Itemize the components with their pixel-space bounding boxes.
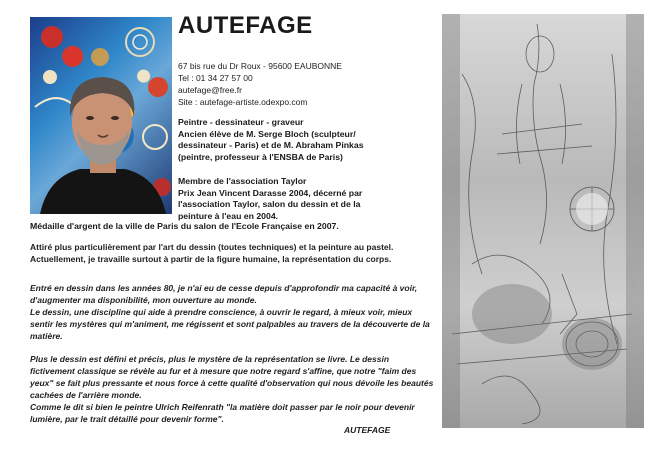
bio-line: Peintre - dessinateur - graveur bbox=[178, 117, 304, 127]
intro-text: Attiré plus particulièrement par l'art du dessin (toutes techniques) et la peinture au pastel. Actuellement, je travaille surtout à partir de la figure humaine, la représentation du corps. bbox=[30, 242, 394, 264]
email-text: autefage@free.fr bbox=[178, 85, 242, 95]
bio-line: (peintre, professeur à l'ENSBA de Paris) bbox=[178, 151, 343, 162]
practice-paragraph bbox=[30, 282, 435, 342]
membership-block bbox=[178, 176, 362, 222]
artist-portrait-photo bbox=[30, 17, 172, 214]
membership-line: peinture à l'eau en 2004. bbox=[178, 210, 279, 221]
website-text: Site : autefage-artiste.odexpo.com bbox=[178, 97, 308, 107]
contact-block bbox=[178, 60, 342, 108]
practice-text-a: Entré en dessin dans les années 80, je n'ai eu de cesse depuis d'approfondir ma capacité à voir, d'augmenter ma disponibilité, mon ouverture au monde. bbox=[30, 283, 418, 305]
address-text: 67 bis rue du Dr Roux - 95600 EAUBONNE bbox=[178, 61, 342, 71]
phone-text: Tel : 01 34 27 57 00 bbox=[178, 73, 253, 83]
bio-block bbox=[178, 117, 364, 163]
etching-artwork-image bbox=[442, 14, 644, 428]
intro-paragraph bbox=[30, 241, 430, 265]
bio-line: Ancien élève de M. Serge Bloch (sculpteur/ bbox=[178, 128, 356, 139]
membership-line: Prix Jean Vincent Darasse 2004, décerné par bbox=[178, 187, 363, 198]
artist-name-heading: AUTEFAGE bbox=[178, 12, 313, 39]
philosophy-text-a: Plus le dessin est défini et précis, plus le mystère de la représentation se livre. Le dessin fictivement classique se révèle au fur et à mesure que notre regard s'affine, que notre "faim des yeux" se fait plus pressante et nous force à cette qualité d'observation qui nous dévoile les beautés cachées de l'arrière monde. bbox=[30, 354, 434, 400]
practice-text-b: Le dessin, une discipline qui aide à prendre conscience, à ouvrir le regard, à mieux voir, mieux sentir les mystères qui m'animent, me régissent et sont palpables au travers de la découverte de la matière. bbox=[30, 307, 430, 341]
philosophy-text-b: Comme le dit si bien le peintre Ulrich Reifenrath "la matière doit passer par le noir pour devenir lumière, par le trait détaillé pour devenir forme". bbox=[30, 402, 415, 424]
signature-text: AUTEFAGE bbox=[344, 425, 391, 435]
bio-line: dessinateur - Paris) et de M. Abraham Pinkas bbox=[178, 140, 364, 150]
membership-line: Membre de l'association Taylor bbox=[178, 176, 307, 186]
medal-text: Médaille d'argent de la ville de Paris du salon de l'Ecole Française en 2007. bbox=[30, 221, 339, 231]
philosophy-paragraph bbox=[30, 353, 435, 425]
membership-line: l'association Taylor, salon du dessin et de la bbox=[178, 199, 361, 209]
